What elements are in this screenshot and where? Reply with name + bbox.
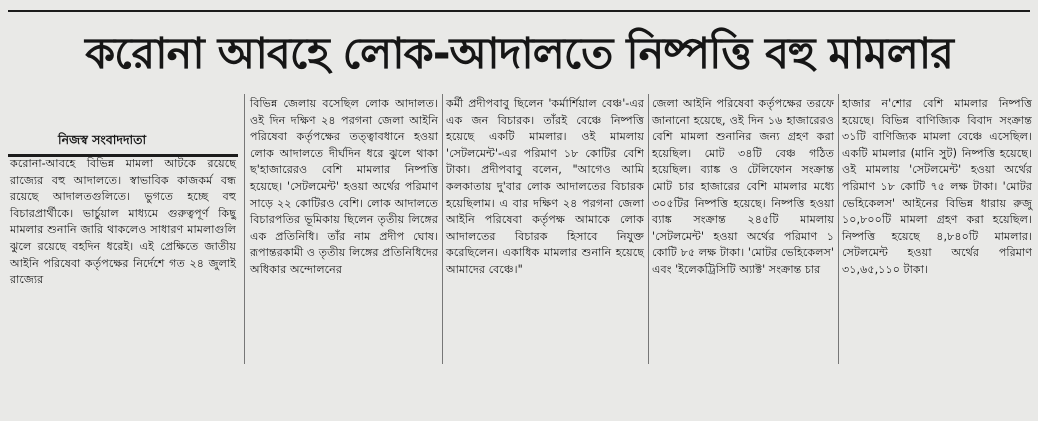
column-divider [838, 94, 839, 364]
article-column-2: বিভিন্ন জেলায় বসেছিল লোক আদালত। ওই দিন দক্ষিণ ২৪ পরগনা জেলা আইনি পরিষেবা কর্তৃপক্ষের তত্ত্বাবধানে হওয়া লোক আদালতে দীর্ঘদিন ধরে ঝুলে থাকা ছ'হাজারেরও বেশি মামলার নিষ্পত্তি হয়েছে। 'সেটলমেন্ট' হওয়া অর্থের পরিমাণ সাড়ে ২২ কোটিরও বেশি। লোক আদালতে বিচারপতির ভূমিকায় ছিলেন তৃতীয় লিঙ্গের এক প্রতিনিধি। তাঁর নাম প্রদীপ ঘোষ। রূপান্তরকামী ও তৃতীয় লিঙ্গের প্রতিনিধিদের অধিকার অন্দোলনের [250, 97, 438, 276]
article-column-4: জেলা আইনি পরিষেবা কর্তৃপক্ষের তরফে জানানো হয়েছে, ওই দিন ১৬ হাজারেরও বেশি মামলা শুনানির জন্য গ্রহণ করা হয়েছিল। মোট ৩৪টি বেঞ্চ গঠিত হয়েছিল। ব্যাঙ্ক ও টেলিফোন সংক্রান্ত মোট চার হাজারের বেশি মামলার মধ্যে ৩০৫টির নিষ্পত্তি হয়েছে। নিষ্পত্তি হওয়া ব্যাঙ্ক সংক্রান্ত ২৪৫টি মামলায় 'সেটলমেন্ট' হওয়া অর্থের পরিমাণ ১ কোটি ৮৫ লক্ষ টাকা। 'মোটর ভেহিকেলস' এবং 'ইলেকট্রিসিটি অ্যাক্ট' সংক্রান্ত চার [652, 97, 834, 276]
article-column-1: করোনা-আবহে বিভিন্ন মামলা আটকে রয়েছে রাজ্যের বহু আদালতে। স্বাভাবিক কাজকর্ম বন্ধ রয়েছে আদালতগুলিতে। ভুগতে হচ্ছে বহু বিচারপ্রার্থীকে। ভার্চুয়াল মাধ্যমে গুরুত্বপূর্ণ কিছু মামলার শুনানি জারি থাকলেও সাধারণ মামলাগুলি ঝুলে রয়েছে বহদিন ধরেই। এই প্রেক্ষিতে জাতীয় আইনি পরিষেবা কর্তৃপক্ষের নির্দেশে গত ২৪ জুলাই রাজ্যের [10, 157, 236, 287]
article-column-3: কর্মী প্রদীপবাবু ছিলেন 'কর্মার্শিয়াল বেঞ্চ'-এর এক জন বিচারক। তাঁরই বেঞ্চে নিষ্পত্তি হয়েছে একটি মামলার। ওই মামলায় 'সেটলমেন্ট'-এর পরিমাণ ১৮ কোটির বেশি টাকা। প্রদীপবাবু বলেন, "আগেও আমি কলকাতায় দু'বার লোক আদালতের বিচারক হয়েছিলাম। এ বার দক্ষিণ ২৪ পরগনা জেলা আইনি পরিষেবা কর্তৃপক্ষ আমাকে লোক আদালতের বিচারক হিসাবে নিযুক্ত করেছিলেন। একাধিক মামলার শুনানি হয়েছে আমাদের বেঞ্চে।" [446, 97, 644, 276]
headline: করোনা আবহে লোক-আদালতে নিষ্পত্তি বহু মামলার [85, 29, 953, 79]
top-divider [8, 10, 1030, 12]
column-divider [648, 94, 649, 364]
article-column-5: হাজার ন'শোর বেশি মামলার নিষ্পত্তি হয়েছে। বিভিন্ন বাণিজ্যিক বিবাদ সংক্রান্ত ৩১টি বাণিজ্যিক মামলা বেঞ্চে এসেছিল। একটি মামলার (মানি সুট) নিষ্পত্তি হয়েছে। ওই মামলায় 'সেটলমেন্ট' হওয়া অর্থের পরিমাণ ১৮ কোটি ৭৫ লক্ষ টাকা। 'মোটর ভেহিকেলস' আইনের বিভিন্ন ধারায় রুজু ১০,৮০০টি মামলা গ্রহণ করা হয়েছিল। নিষ্পত্তি হয়েছে ৪,৮৪০টি মামলার। সেটলমেন্ট হওয়া অর্থের পরিমাণ ৩১,৬৫,১১০ টাকা। [842, 97, 1032, 276]
column-divider [244, 94, 245, 364]
previous-article-clipped-text [0, 0, 1038, 18]
column-divider [442, 94, 443, 364]
byline: নিজস্ব সংবাদদাতা [58, 132, 147, 147]
